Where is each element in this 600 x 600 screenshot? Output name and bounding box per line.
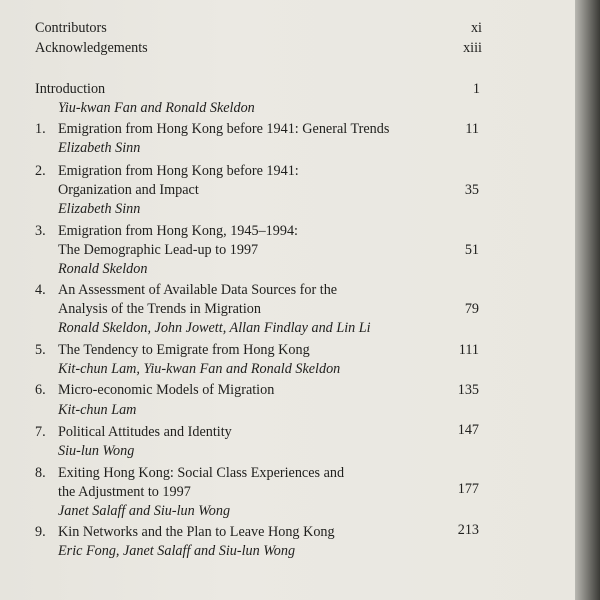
page-edge-shadow: [575, 0, 600, 600]
toc-chapter-page: 147: [457, 422, 479, 438]
toc-chapter-authors: Elizabeth Sinn: [58, 201, 141, 217]
toc-chapter-authors: Ronald Skeldon: [58, 261, 148, 277]
toc-chapter-authors: Janet Salaff and Siu-lun Wong: [58, 503, 231, 519]
toc-chapter-title: Analysis of the Trends in Migration: [58, 301, 261, 317]
toc-chapter-title: the Adjustment to 1997: [58, 484, 191, 500]
toc-chapter-authors: Kit-chun Lam: [58, 402, 137, 418]
toc-chapter-title: Political Attitudes and Identity: [58, 424, 232, 440]
toc-chapter-page: 35: [464, 182, 479, 198]
toc-front-title: Acknowledgements: [35, 40, 148, 56]
toc-chapter-page: 51: [464, 242, 479, 258]
toc-chapter-page: 213: [457, 522, 479, 538]
toc-chapter-number: 3.: [35, 223, 46, 239]
toc-chapter-page: 11: [465, 121, 479, 137]
toc-intro-authors: Yiu-kwan Fan and Ronald Skeldon: [58, 100, 255, 116]
toc-chapter-title: Organization and Impact: [58, 182, 199, 198]
toc-intro-page: 1: [472, 81, 480, 97]
toc-chapter-title: The Demographic Lead-up to 1997: [58, 242, 259, 258]
toc-chapter-number: 6.: [35, 382, 46, 398]
toc-front-title: Contributors: [35, 20, 107, 36]
toc-front-page: xi: [470, 20, 482, 36]
toc-chapter-number: 4.: [35, 282, 46, 298]
toc-chapter-authors: Siu-lun Wong: [58, 443, 135, 459]
toc-chapter-title: The Tendency to Emigrate from Hong Kong: [58, 342, 310, 358]
toc-chapter-page: 135: [457, 382, 479, 398]
toc-front-page: xiii: [463, 40, 482, 56]
toc-chapter-page: 111: [458, 342, 479, 358]
toc-chapter-authors: Kit-chun Lam, Yiu-kwan Fan and Ronald Skeldon: [58, 361, 341, 377]
toc-intro-title: Introduction: [35, 81, 106, 97]
toc-chapter-page: 79: [464, 301, 479, 317]
toc-chapter-title: An Assessment of Available Data Sources for the: [58, 282, 338, 298]
toc-chapter-number: 7.: [35, 424, 46, 440]
toc-chapter-title: Emigration from Hong Kong before 1941:: [58, 163, 299, 179]
toc-chapter-title: Kin Networks and the Plan to Leave Hong Kong: [58, 524, 335, 540]
toc-chapter-number: 5.: [35, 342, 46, 358]
toc-chapter-number: 2.: [35, 163, 46, 179]
toc-chapter-title: Exiting Hong Kong: Social Class Experiences and: [58, 465, 345, 481]
toc-chapter-number: 8.: [35, 465, 46, 481]
toc-chapter-title: Emigration from Hong Kong before 1941: General Trends: [58, 121, 390, 137]
toc-chapter-authors: Elizabeth Sinn: [58, 140, 141, 156]
toc-chapter-number: 1.: [35, 121, 46, 137]
toc-chapter-authors: Eric Fong, Janet Salaff and Siu-lun Wong: [58, 543, 296, 559]
toc-chapter-page: 177: [457, 481, 479, 497]
toc-chapter-title: Micro-economic Models of Migration: [58, 382, 275, 398]
toc-chapter-authors: Ronald Skeldon, John Jowett, Allan Findlay and Lin Li: [58, 320, 371, 336]
toc-chapter-number: 9.: [35, 524, 46, 540]
toc-chapter-title: Emigration from Hong Kong, 1945–1994:: [58, 223, 298, 239]
